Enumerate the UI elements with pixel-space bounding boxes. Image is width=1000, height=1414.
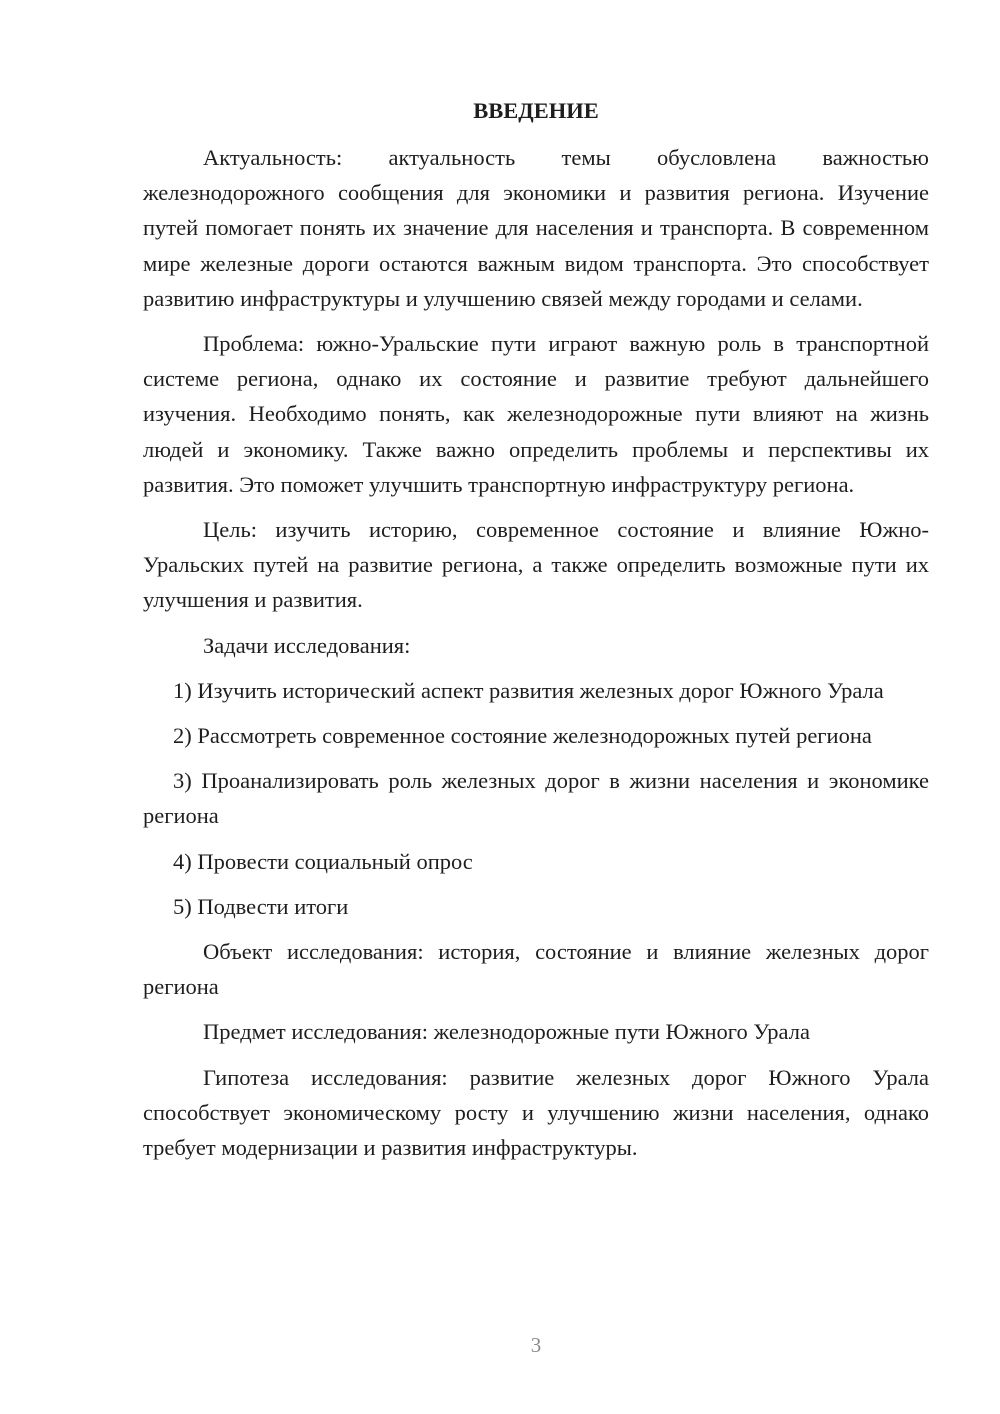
task-item-4: 4) Провести социальный опрос <box>173 848 473 874</box>
task-item-5: 5) Подвести итоги <box>173 893 349 919</box>
goal-paragraph: Цель: изучить историю, современное состояние и влияние Южно-Уральских путей на развитие региона, а также определить возможные пути их улучшения и развития. <box>143 517 929 613</box>
task-item-2: 2) Рассмотреть современное состояние железнодорожных путей региона <box>173 723 872 749</box>
page-number: 3 <box>530 1333 542 1357</box>
relevance-paragraph: Актуальность: актуальность темы обусловлена важностью железнодорожного сообщения для экономики и развития региона. Изучение путей помогает понять их значение для населения и транспорта. В современном мире железные дороги остаются важным видом транспорта. Это способствует развитию инфраструктуры и улучшению связей между городами и селами. <box>143 145 929 311</box>
problem-paragraph: Проблема: южно-Уральские пути играют важную роль в транспортной системе региона, однако их состояние и развитие требуют дальнейшего изучения. Необходимо понять, как железнодорожные пути влияют на жизнь людей и экономику. Также важно определить проблемы и перспективы их развития. Это поможет улучшить транспортную инфраструктуру региона. <box>143 331 929 497</box>
tasks-heading: Задачи исследования: <box>203 632 411 658</box>
section-title: ВВЕДЕНИЕ <box>473 98 599 123</box>
hypothesis-paragraph: Гипотеза исследования: развитие железных дорог Южного Урала способствует экономическому росту и улучшению жизни населения, однако требует модернизации и развития инфраструктуры. <box>143 1064 929 1161</box>
task-item-1: 1) Изучить исторический аспект развития железных дорог Южного Урала <box>173 677 884 703</box>
document-page <box>143 92 929 1175</box>
object-paragraph: Объект исследования: история, состояние и влияние железных дорог региона <box>143 939 929 1000</box>
task-item-3: 3) Проанализировать роль железных дорог в жизни населения и экономике региона <box>143 768 929 829</box>
subject-paragraph: Предмет исследования: железнодорожные пути Южного Урала <box>203 1019 810 1045</box>
